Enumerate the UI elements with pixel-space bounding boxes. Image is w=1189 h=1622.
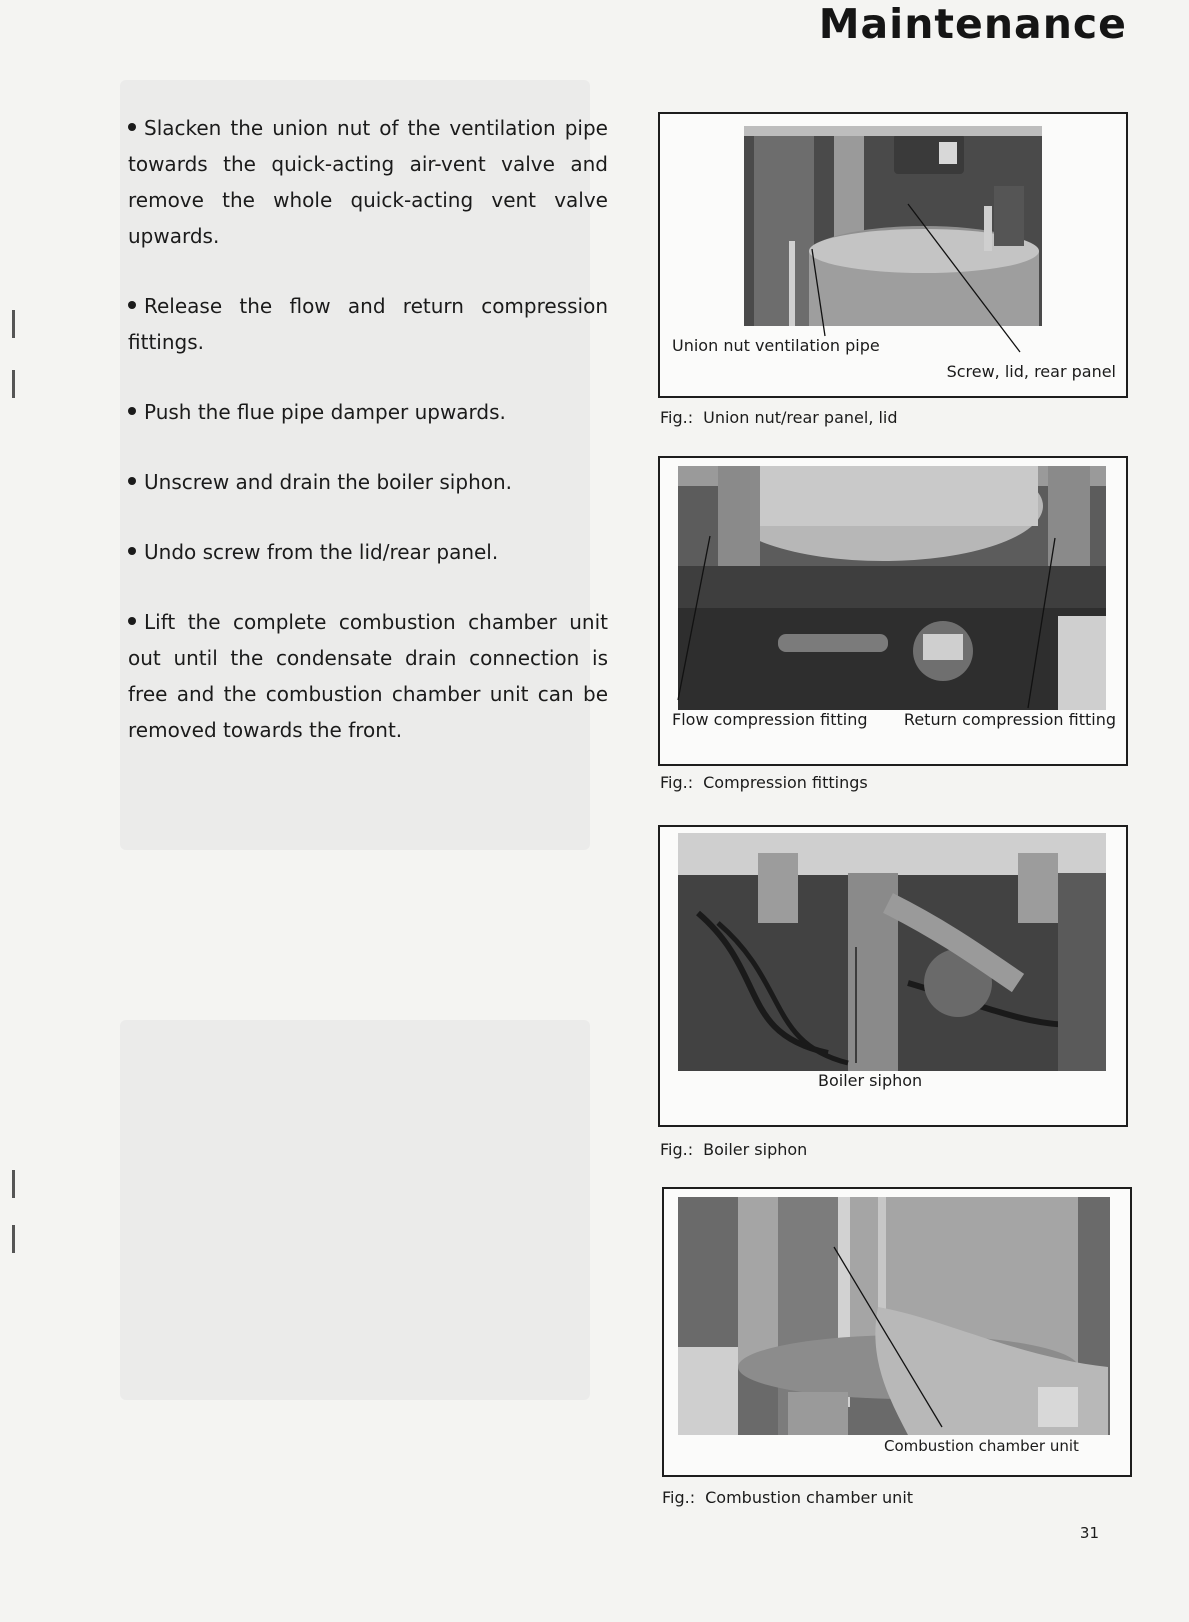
figure-union-nut [658, 112, 1128, 398]
instruction-item [128, 288, 608, 360]
bullet-icon [128, 477, 136, 485]
figure-label: Return compression fitting [903, 710, 1116, 729]
instruction-text: Push the flue pipe damper upwards. [144, 400, 506, 424]
page-title: Maintenance [818, 0, 1127, 48]
caption-prefix: Fig.: [660, 1140, 694, 1159]
caption-prefix: Fig.: [660, 773, 694, 792]
figure-label: Union nut ventilation pipe [672, 336, 880, 355]
figure-boiler-siphon [658, 825, 1128, 1127]
instruction-text: Slacken the union nut of the ventilation pipe towards the quick-acting air-vent valve and remove the whole quick-acting vent valve upwards. [128, 116, 608, 248]
figure-label: Flow compression fitting [672, 710, 868, 729]
instruction-item [128, 394, 608, 430]
show-through-area [120, 1020, 590, 1400]
instruction-list [128, 110, 608, 782]
instruction-item [128, 534, 608, 570]
figure-caption [660, 773, 868, 792]
caption-text: Union nut/rear panel, lid [703, 408, 898, 427]
figure-label: Boiler siphon [818, 1071, 923, 1090]
caption-prefix: Fig.: [660, 408, 694, 427]
binding-mark [12, 310, 15, 338]
instruction-text: Lift the complete combustion chamber unit out until the condensate drain connection is free and the combustion chamber unit can be removed towards the front. [128, 610, 608, 742]
instruction-text: Unscrew and drain the boiler siphon. [144, 470, 513, 494]
caption-text: Compression fittings [703, 773, 868, 792]
figure-caption [662, 1488, 913, 1507]
page-number: 31 [1079, 1524, 1099, 1542]
figure-compression-fittings [658, 456, 1128, 766]
figure-caption [660, 408, 898, 427]
binding-mark [12, 1170, 15, 1198]
caption-prefix: Fig.: [662, 1488, 696, 1507]
instruction-item [128, 464, 608, 500]
figure-caption [660, 1140, 807, 1159]
caption-text: Boiler siphon [703, 1140, 808, 1159]
figure-label: Screw, lid, rear panel [946, 362, 1116, 381]
instruction-text: Undo screw from the lid/rear panel. [144, 540, 499, 564]
bullet-icon [128, 547, 136, 555]
binding-mark [12, 370, 15, 398]
instruction-item [128, 604, 608, 748]
caption-text: Combustion chamber unit [705, 1488, 914, 1507]
instruction-item [128, 110, 608, 254]
figure-combustion-chamber [662, 1187, 1132, 1477]
bullet-icon [128, 407, 136, 415]
binding-mark [12, 1225, 15, 1253]
bullet-icon [128, 301, 136, 309]
leader-lines [664, 1189, 1130, 1475]
bullet-icon [128, 123, 136, 131]
figure-label: Combustion chamber unit [884, 1437, 1079, 1455]
instruction-text: Release the flow and return compression fittings. [128, 294, 608, 354]
bullet-icon [128, 617, 136, 625]
